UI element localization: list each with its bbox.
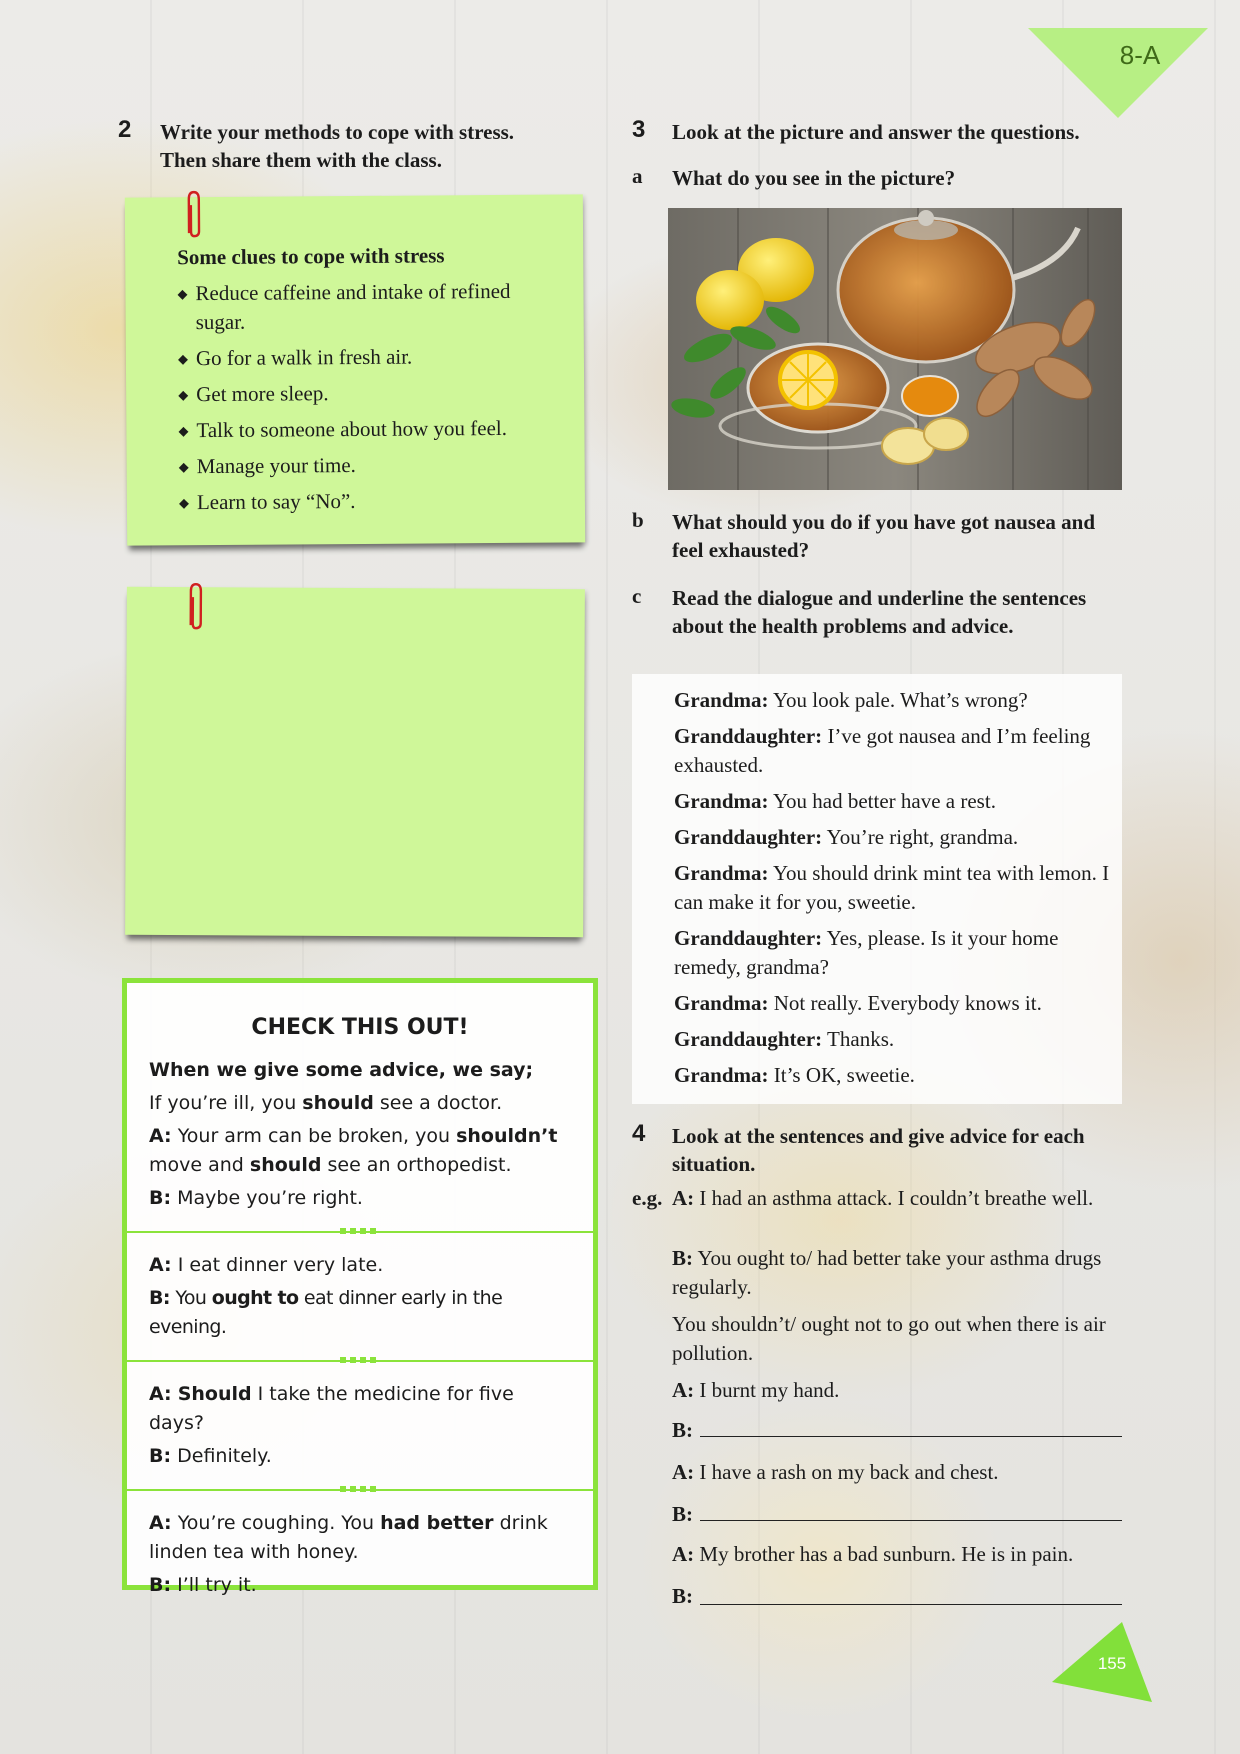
situation-3-a: A: My brother has a bad sunburn. He is in pain. (672, 1542, 1074, 1566)
sticky-note-blank[interactable] (125, 587, 585, 937)
check-this-out-box (122, 978, 598, 1596)
situation-1-b-label: B: (672, 1418, 693, 1442)
dialogue-line: Grandma: You should drink mint tea with lemon. I can make it for you, sweetie. (674, 861, 1110, 914)
answer-line-2[interactable] (700, 1520, 1122, 1521)
divider (127, 1489, 593, 1491)
exercise-4-title: Look at the sentences and give advice for each situation. (672, 1124, 1085, 1176)
answer-line-1[interactable] (700, 1436, 1122, 1437)
question-c-text: Read the dialogue and underline the sentences about the health problems and advice. (672, 586, 1087, 638)
dialogue-line: Granddaughter: Yes, please. Is it your home remedy, grandma? (674, 926, 1059, 979)
exercise-3-title: Look at the picture and answer the questions. (672, 120, 1080, 144)
answer-line-3[interactable] (700, 1604, 1122, 1605)
note-title: Some clues to cope with stress (177, 243, 445, 270)
clue-item: ◆ Learn to say “No”. (179, 486, 559, 518)
divider (127, 1360, 593, 1362)
sticky-note-clues (125, 194, 585, 545)
dialogue-line: Grandma: You look pale. What’s wrong? (674, 688, 1028, 712)
check-example-2-a: A: I eat dinner very late. (149, 1254, 384, 1276)
page-tag: 8-A (1119, 40, 1161, 70)
page-number: 155 (1097, 1654, 1127, 1673)
situation-2-a: A: I have a rash on my back and chest. (672, 1460, 999, 1484)
situation-3-b-label: B: (672, 1584, 693, 1608)
clue-item: ◆ Talk to someone about how you feel. (178, 414, 558, 446)
check-title: CHECK THIS OUT! (251, 1015, 469, 1040)
tea-still-life-image (668, 208, 1122, 490)
paperclip-icon (185, 189, 203, 239)
dialogue-line: Granddaughter: I’ve got nausea and I’m feeling exhausted. (674, 724, 1091, 777)
dialogue-box (632, 674, 1122, 1104)
exercise-4-number: 4 (632, 1120, 646, 1147)
exercise-2-title-line1: Write your methods to cope with stress. (160, 120, 515, 144)
question-a-text: What do you see in the picture? (672, 166, 956, 190)
tea-photo (668, 208, 1122, 490)
question-a-label: a (632, 164, 643, 188)
paperclip-icon (187, 581, 205, 631)
check-intro: When we give some advice, we say; (149, 1059, 534, 1081)
question-b-text: What should you do if you have got nausea and feel exhausted? (672, 510, 1096, 562)
exercise-3-number: 3 (632, 116, 646, 143)
example-a: A: I had an asthma attack. I couldn’t breathe well. (672, 1186, 1094, 1210)
divider (127, 1231, 593, 1233)
check-example-1-a: A: Your arm can be broken, you shouldn’t move and should see an orthopedist. (149, 1125, 558, 1176)
exercise-2-number: 2 (118, 116, 132, 143)
situation-2-b-label: B: (672, 1502, 693, 1526)
check-example-3-a: A: Should I take the medicine for five days? (149, 1383, 514, 1434)
situation-1-a: A: I burnt my hand. (672, 1378, 840, 1402)
example-extra: You shouldn’t/ ought not to go out when there is air pollution. (672, 1312, 1106, 1365)
clue-item: ◆ Get more sleep. (178, 378, 558, 410)
exercise-2-title-line2: Then share them with the class. (160, 148, 442, 172)
check-example-2-b: B: You ought to eat dinner early in the evening. (149, 1287, 503, 1338)
dialogue-line: Grandma: You had better have a rest. (674, 789, 996, 813)
clue-item: ◆ Go for a walk in fresh air. (178, 342, 558, 374)
question-c-label: c (632, 584, 642, 608)
dialogue-line: Granddaughter: Thanks. (674, 1027, 895, 1051)
question-b-label: b (632, 508, 644, 532)
clue-item: ◆ Manage your time. (179, 450, 559, 482)
check-example-1: If you’re ill, you should see a doctor. (149, 1092, 503, 1114)
dialogue-line: Grandma: It’s OK, sweetie. (674, 1063, 915, 1087)
clue-list (177, 277, 559, 525)
check-example-4-b: B: I’ll try it. (149, 1574, 257, 1596)
example-label: e.g. (632, 1186, 663, 1210)
check-example-1-b: B: Maybe you’re right. (149, 1187, 363, 1209)
dialogue-line: Granddaughter: You’re right, grandma. (674, 825, 1019, 849)
dialogue-line: Grandma: Not really. Everybody knows it. (674, 991, 1042, 1015)
check-example-3-b: B: Definitely. (149, 1445, 272, 1467)
example-b: B: You ought to/ had better take your asthma drugs regularly. (672, 1246, 1102, 1299)
exercise-2-title (160, 118, 580, 174)
check-example-4-a: A: You’re coughing. You had better drink linden tea with honey. (149, 1512, 548, 1563)
clue-item: ◆ Reduce caffeine and intake of refined sugar. (177, 277, 557, 338)
